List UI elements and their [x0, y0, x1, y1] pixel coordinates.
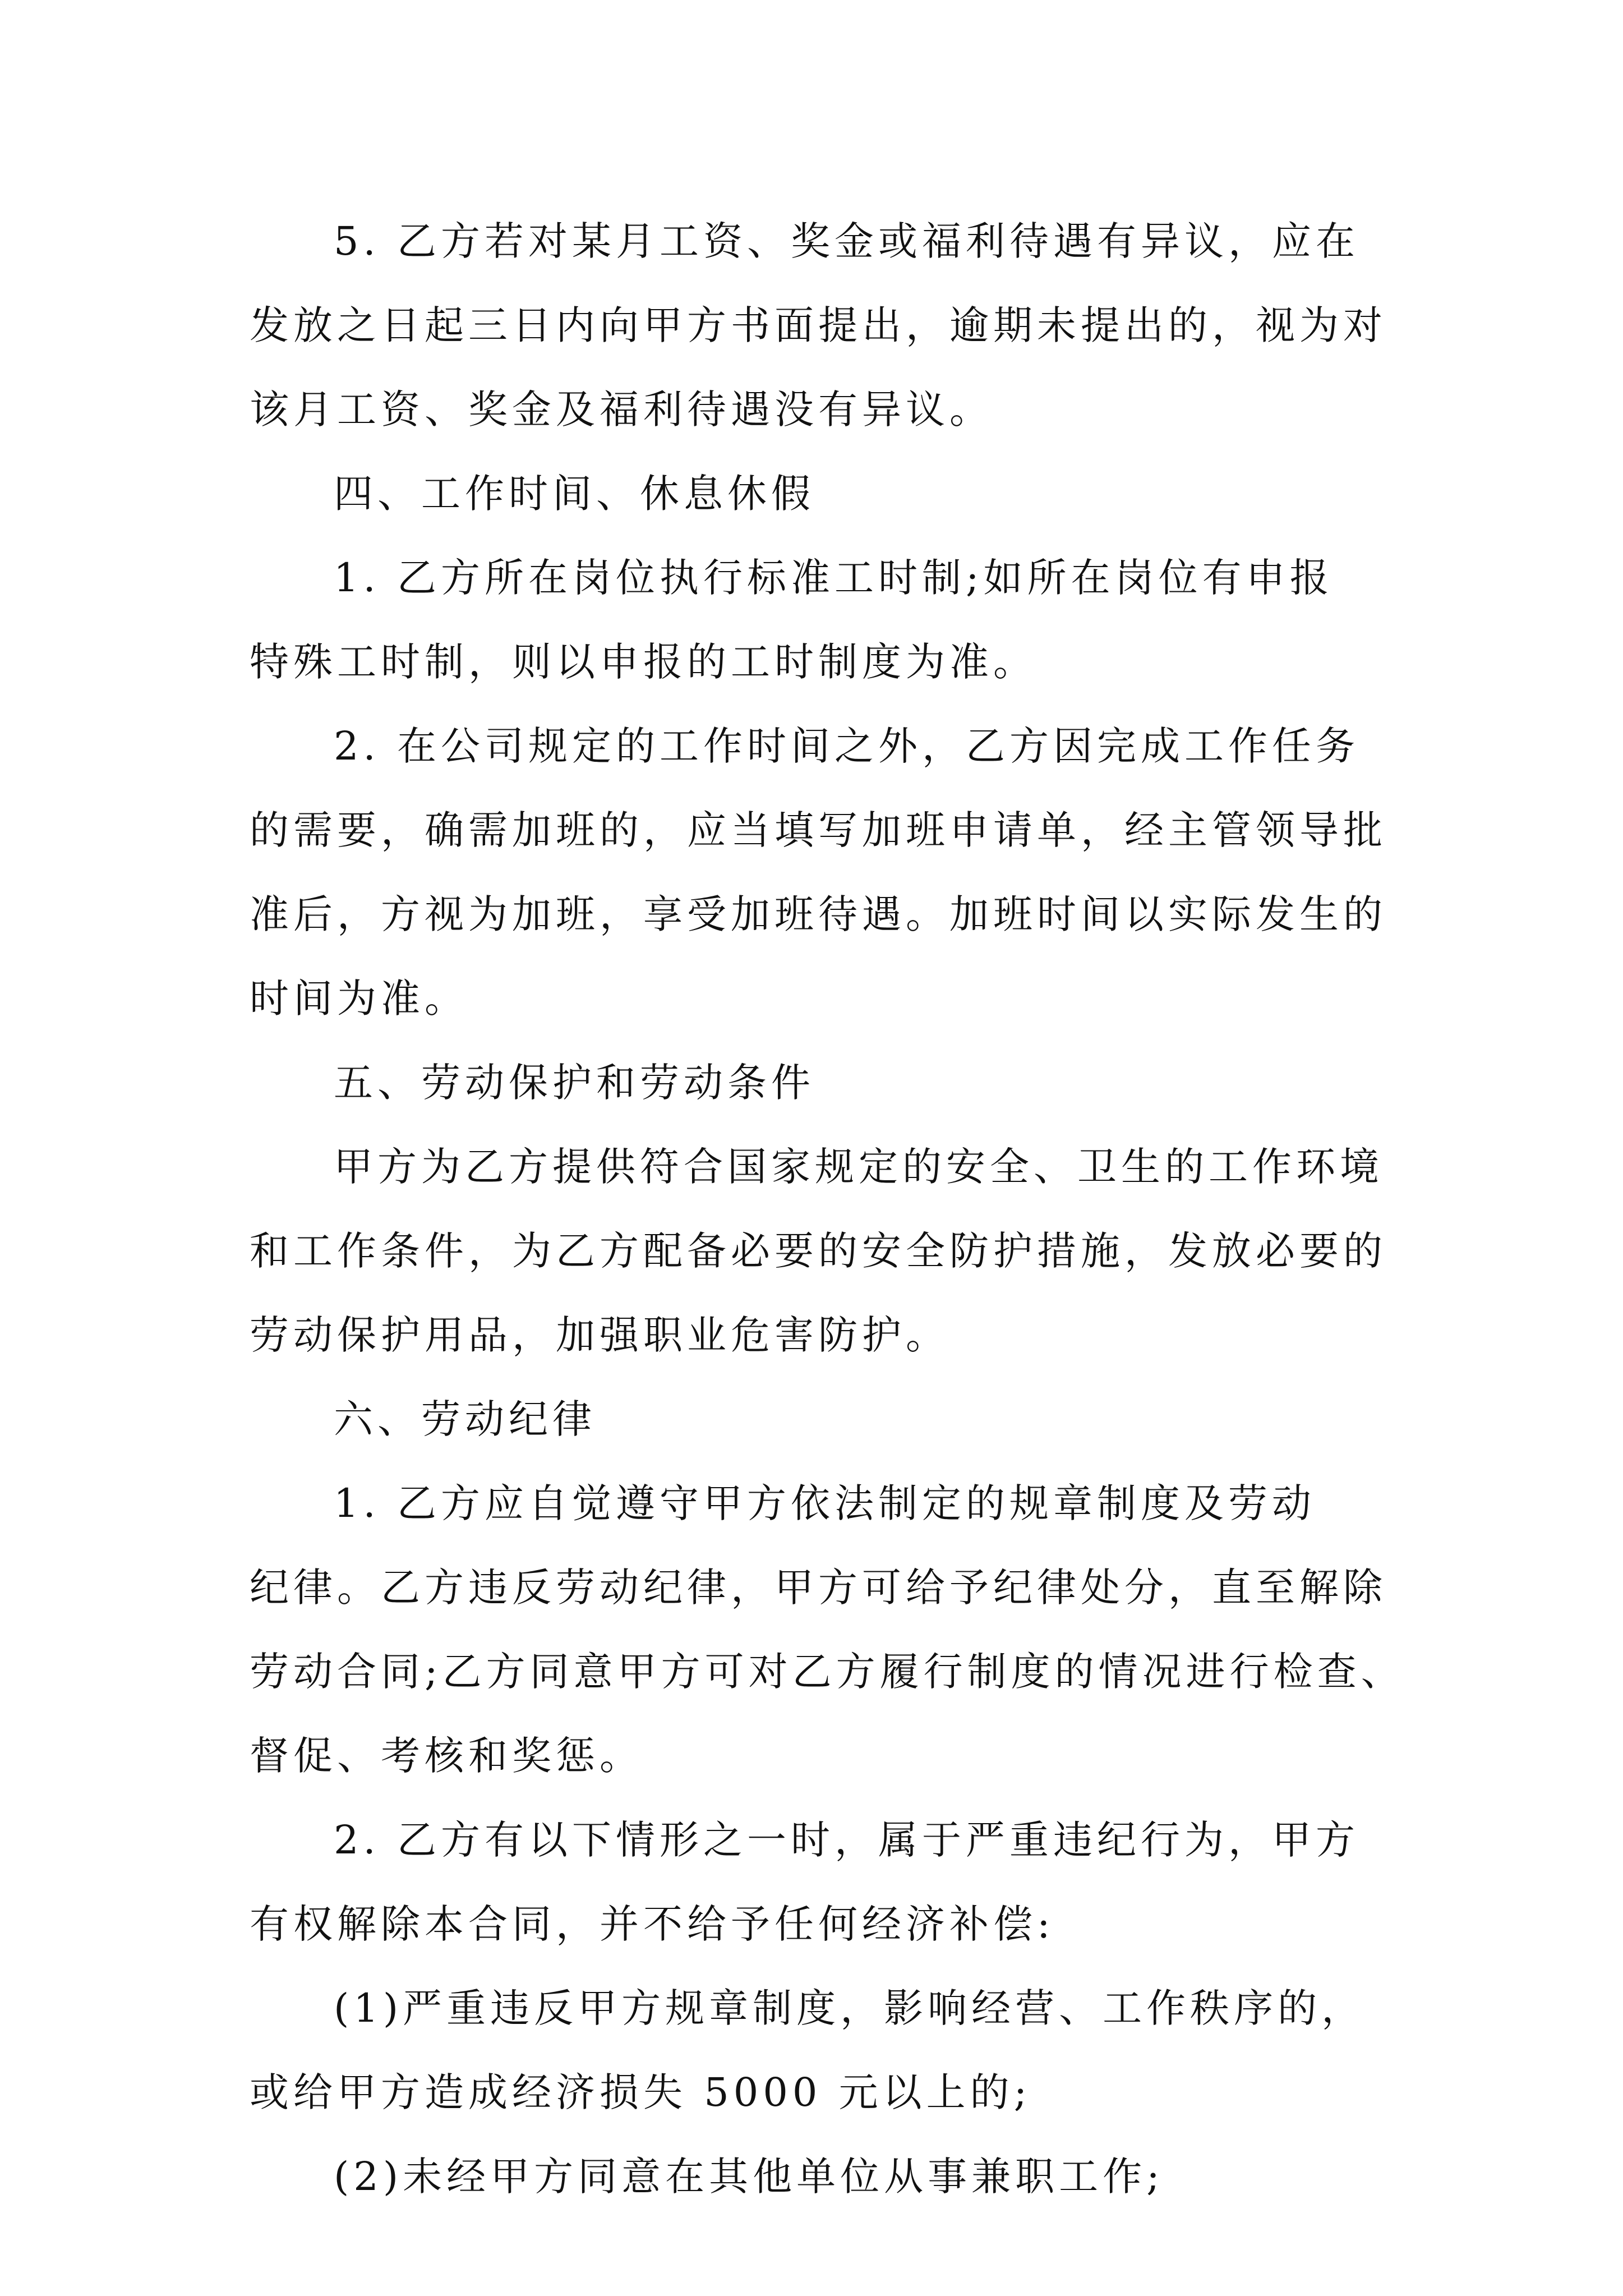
clause-4-2-line-2: 的需要，确需加班的，应当填写加班申请单，经主管领导批: [250, 807, 1387, 853]
section-heading-4: 四、工作时间、休息休假: [334, 471, 815, 517]
item-1-line-1: (1)严重违反甲方规章制度，影响经营、工作秩序的，: [334, 1985, 1366, 2031]
clause-4-2-line-4: 时间为准。: [250, 976, 468, 1022]
clause-4-2-line-1: 2. 在公司规定的工作时间之外，乙方因完成工作任务: [334, 723, 1360, 769]
paragraph-5-line-1: 5. 乙方若对某月工资、奖金或福利待遇有异议，应在: [334, 218, 1360, 264]
clause-6-1-line-3: 劳动合同;乙方同意甲方可对乙方履行制度的情况进行检查、: [250, 1649, 1405, 1695]
clause-6-2-line-1: 2. 乙方有以下情形之一时，属于严重违纪行为，甲方: [334, 1817, 1360, 1863]
clause-6-1-line-1: 1. 乙方应自觉遵守甲方依法制定的规章制度及劳动: [334, 1480, 1316, 1526]
clause-4-1-line-2: 特殊工时制，则以申报的工时制度为准。: [250, 639, 1037, 685]
paragraph-5-line-3: 该月工资、奖金及福利待遇没有异议。: [250, 386, 993, 432]
clause-6-1-line-4: 督促、考核和奖惩。: [250, 1733, 643, 1779]
clause-6-2-line-2: 有权解除本合同，并不给予任何经济补偿:: [250, 1901, 1055, 1947]
section-5-body-line-3: 劳动保护用品，加强职业危害防护。: [250, 1312, 949, 1358]
item-2-line-1: (2)未经甲方同意在其他单位从事兼职工作;: [334, 2154, 1164, 2200]
section-5-body-line-2: 和工作条件，为乙方配备必要的安全防护措施，发放必要的: [250, 1228, 1387, 1274]
item-1-line-2: 或给甲方造成经济损失 5000 元以上的;: [250, 2069, 1032, 2115]
clause-6-1-line-2: 纪律。乙方违反劳动纪律，甲方可给予纪律处分，直至解除: [250, 1565, 1387, 1611]
clause-4-2-line-3: 准后，方视为加班，享受加班待遇。加班时间以实际发生的: [250, 891, 1387, 937]
section-5-body-line-1: 甲方为乙方提供符合国家规定的安全、卫生的工作环境: [334, 1144, 1384, 1190]
paragraph-5-line-2: 发放之日起三日内向甲方书面提出，逾期未提出的，视为对: [250, 302, 1387, 348]
section-heading-5: 五、劳动保护和劳动条件: [334, 1060, 815, 1106]
section-heading-6: 六、劳动纪律: [334, 1396, 596, 1442]
clause-4-1-line-1: 1. 乙方所在岗位执行标准工时制;如所在岗位有申报: [334, 555, 1334, 601]
